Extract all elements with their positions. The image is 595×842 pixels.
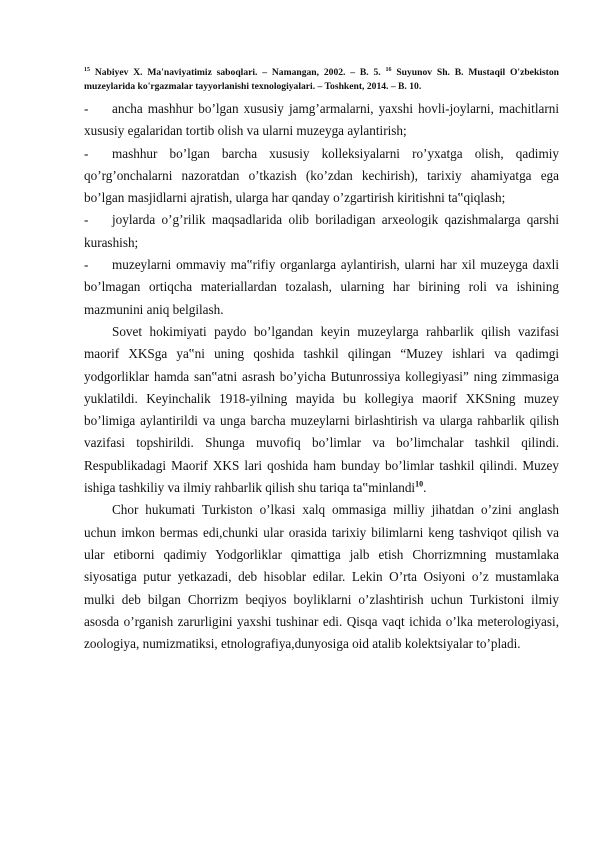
footnote-marker: 15 <box>84 66 90 73</box>
paragraph: Chor hukumati Turkiston o’lkasi xalq ommasiga milliy jihatdan o’zini anglash uchun imkon bermas edi,chunki ular orasida tarixiy bilimlarni keng tashviqot qilish va ular etiborni qadimiy Yodgorliklar qimattiga jalb etish Chorrizmning mustamlaka siyosatiga putur yetkazadi, deb hisoblar edilar. Lekin O’rta Osiyoni o’z mustamlaka mulki deb bilgan Chorrizm beqiyos boyliklarni o’zlashtirish uchun Turkistoni ilmiy asosda o’rganish zarurligini yaxshi tushinar edi. Qisqa vaqt ichida o’lka meterologiyasi, zoologiya, numizmatiksi, etnolografiya,dunyosiga oid atalib kolektsiyalar to’pladi. <box>84 502 559 652</box>
footnote-text: Nabiyev X. Ma'naviyatimiz saboqlari. – Namangan, 2002. – B. 5. <box>94 67 381 78</box>
footnote-text: Suyunov Sh. B. Mustaqil O'zbekiston muzeylarida ko'rgazmalar tayyorlanishi texnologiyalari. – Toshkent, 2014. – B. 10. <box>84 67 560 92</box>
list-item-text: ancha mashhur bo’lgan xususiy jamg’armalarni, yaxshi hovli-joylarni, machitlarni xususiy egalaridan tortib olish va ularni muzeyga aylantirish; <box>84 101 559 139</box>
list-dash: - <box>84 101 89 116</box>
list-dash: - <box>84 257 89 273</box>
paragraph <box>84 321 559 499</box>
list-dash: - <box>84 212 89 228</box>
list-item-text: mashhur bo’lgan barcha xususiy kolleksiyalarni ro’yxatga olish, qadimiy qo’rg’onchalarni nazoratdan o’tkazish (ko’zdan kechirish), tarixiy ahamiyatga ega bo’lgan masjidlarni ajratish, ularga har qanday o’zgartirish kiritishni ta‟qiqlash; <box>84 145 559 206</box>
paragraph-text: Sovet hokimiyati paydo bo’lgandan keyin muzeylarga rahbarlik qilish vazifasi maorif XKSga ya‟ni uning qoshida tashkil qilingan “Muzey ishlari va qadimgi yodgorliklar hamda san‟atni asrash bo’yicha Butunrossiya kollegiyasi” ning zimmasiga yuklatildi. Keyinchalik 1918-yilning mayida bu kollegiya maorif XKSning muzey bo’limiga aylantirildi va unga barcha muzeylarni birlashtirish va ularga rahbarlik qilish vazifasi topshirildi. Shunga muvofiq bo’limlar va bo’limchalar tashkil qilindi. Respublikadagi Maorif XKS lari qoshida ham bunday bo’limlar tashkil qilindi. Muzey ishiga tashkiliy va ilmiy rahbarlik qilish shu tariqa ta‟minlandi <box>84 323 559 496</box>
list-item-text: muzeylarni ommaviy ma‟rifiy organlarga aylantirish, ularni har xil muzeyga daxli bo’lmagan ortiqcha materiallardan tozalash, ularning har birining roli va ishining mazmunini aniq belgilash. <box>84 257 559 317</box>
list-item <box>84 143 559 210</box>
list-item <box>84 254 559 321</box>
paragraph-end: . <box>423 480 427 496</box>
footnote-ref: 10 <box>415 479 424 489</box>
list-item-text: joylarda o’g’rilik maqsadlarida olib boriladigan arxeologik qazishmalarga qarshi kurashish; <box>84 212 559 250</box>
footnote-marker: 16 <box>385 66 392 73</box>
list-dash: - <box>84 145 89 161</box>
list-item <box>84 98 559 143</box>
list-item <box>84 209 559 254</box>
footnote-block <box>84 66 559 94</box>
